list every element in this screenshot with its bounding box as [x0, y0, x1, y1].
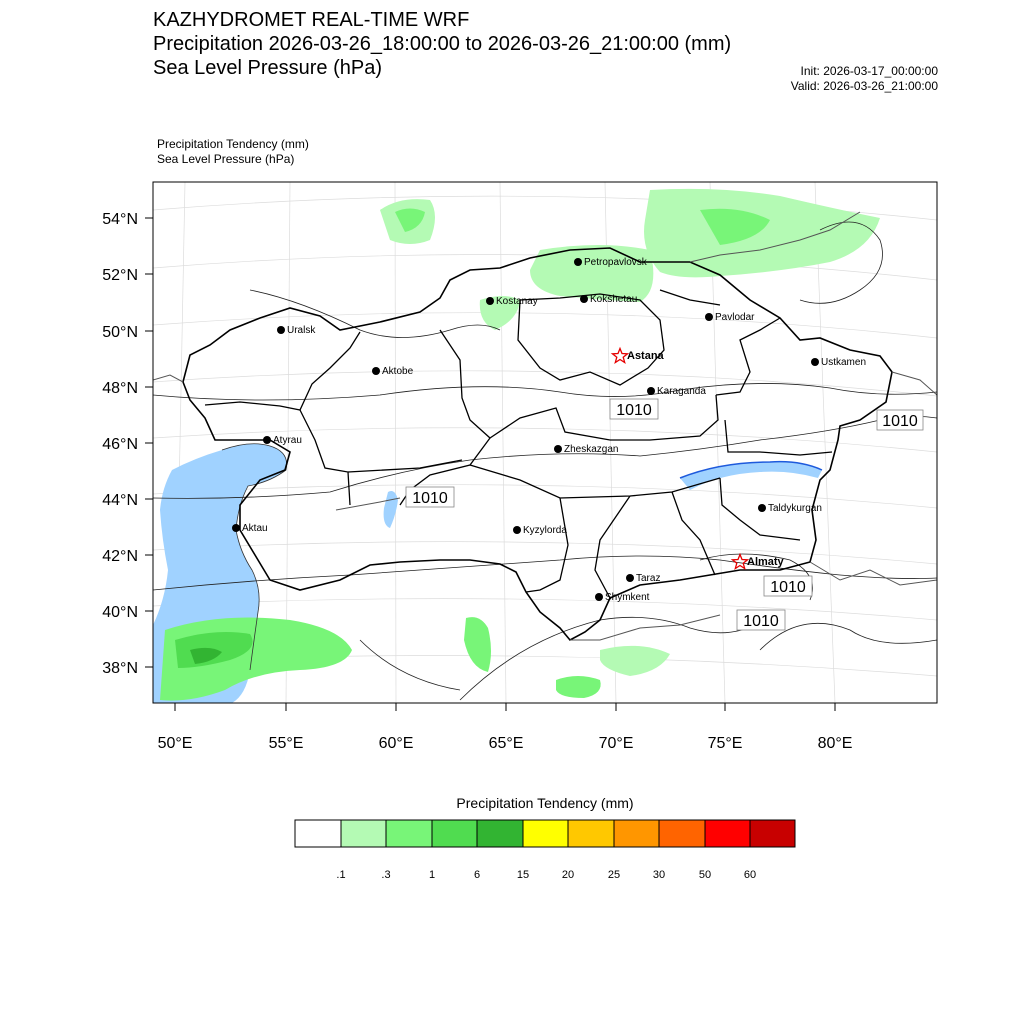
city-marker: [372, 367, 380, 375]
city-label: Atyrau: [273, 435, 302, 446]
city-label: Ustkamen: [821, 357, 867, 368]
colorbar-box: [341, 820, 386, 847]
city-marker: [232, 524, 240, 532]
colorbar-label: 50: [698, 869, 712, 881]
colorbar-box: [659, 820, 705, 847]
colorbar-label: 20: [561, 869, 575, 881]
colorbar-box: [295, 820, 341, 847]
city-marker: [758, 504, 766, 512]
lat-tick-label: 50°N: [102, 324, 138, 341]
colorbar-box: [614, 820, 659, 847]
isobar-label: 1010: [616, 402, 652, 419]
city-marker: [554, 445, 562, 453]
colorbar-label: 30: [652, 869, 666, 881]
city-label: Pavlodar: [715, 312, 755, 323]
isobar-label: 1010: [412, 490, 448, 507]
isobar-label: 1010: [770, 579, 806, 596]
lon-tick-label: 80°E: [817, 735, 853, 752]
city-label: Kokshetau: [590, 294, 638, 305]
isobar-label: 1010: [743, 613, 779, 630]
colorbar-box: [705, 820, 750, 847]
colorbar-box: [568, 820, 614, 847]
lat-tick-label: 44°N: [102, 492, 138, 509]
lon-axis: [158, 703, 853, 752]
city-label: Kostanay: [496, 296, 538, 307]
city-marker: [574, 258, 582, 266]
lat-axis: [102, 211, 153, 677]
city-label: Aktobe: [382, 366, 414, 377]
lon-tick-label: 75°E: [707, 735, 743, 752]
city-marker: [486, 297, 494, 305]
city-marker: [580, 295, 588, 303]
lat-tick-label: 46°N: [102, 436, 138, 453]
city-label: Shymkent: [605, 592, 650, 603]
city-label: Aktau: [242, 523, 268, 534]
field-label-precip: Precipitation Tendency (mm): [157, 137, 309, 151]
lon-tick-label: 60°E: [378, 735, 414, 752]
city-label: Zheskazgan: [564, 444, 619, 455]
slp-title: Sea Level Pressure (hPa): [153, 57, 383, 79]
colorbar: [295, 820, 795, 881]
field-label-slp: Sea Level Pressure (hPa): [157, 152, 295, 166]
city-marker: [263, 436, 271, 444]
colorbar-label: 1: [428, 869, 436, 881]
isobar-labels: [406, 399, 923, 630]
colorbar-box: [523, 820, 568, 847]
city-marker: [705, 313, 713, 321]
city-marker: [277, 326, 285, 334]
colorbar-label: 25: [607, 869, 621, 881]
colorbar-box: [432, 820, 477, 847]
colorbar-box: [477, 820, 523, 847]
lat-tick-label: 52°N: [102, 267, 138, 284]
lon-tick-label: 55°E: [268, 735, 304, 752]
colorbar-title: Precipitation Tendency (mm): [456, 795, 634, 811]
capital-star-icon: [613, 349, 628, 363]
city-label: Karaganda: [657, 386, 706, 397]
city-label: Taldykurgan: [768, 503, 822, 514]
isobar-label: 1010: [882, 413, 918, 430]
precip-period-title: Precipitation 2026-03-26_18:00:00 to 2026-03-26_21:00:00 (mm): [153, 33, 732, 55]
colorbar-label: .1: [336, 869, 346, 881]
chart-title: KAZHYDROMET REAL-TIME WRF: [153, 9, 470, 31]
lon-tick-label: 50°E: [157, 735, 193, 752]
lat-tick-label: 48°N: [102, 380, 138, 397]
colorbar-label: .3: [381, 869, 391, 881]
city-label-capital: Astana: [627, 350, 664, 362]
city-marker: [647, 387, 655, 395]
valid-time: Valid: 2026-03-26_21:00:00: [790, 79, 938, 93]
city-marker: [626, 574, 634, 582]
city-label-capital: Almaty: [747, 556, 784, 568]
city-marker: [513, 526, 521, 534]
colorbar-label: 60: [743, 869, 757, 881]
city-marker: [811, 358, 819, 366]
city-label: Kyzylorda: [523, 525, 567, 536]
lon-tick-label: 70°E: [598, 735, 634, 752]
colorbar-label: 15: [516, 869, 530, 881]
init-time: Init: 2026-03-17_00:00:00: [800, 64, 938, 78]
lon-tick-label: 65°E: [488, 735, 524, 752]
colorbar-label: 6: [473, 869, 481, 881]
colorbar-box: [386, 820, 432, 847]
capital-star-icon: [733, 555, 748, 569]
lat-tick-label: 38°N: [102, 660, 138, 677]
city-marker: [595, 593, 603, 601]
lat-tick-label: 54°N: [102, 211, 138, 228]
lat-tick-label: 40°N: [102, 604, 138, 621]
city-label: Taraz: [636, 573, 661, 584]
city-label: Uralsk: [287, 325, 316, 336]
city-label: Petropavlovsk: [584, 257, 647, 268]
balkhash-lake: [680, 462, 822, 490]
lat-tick-label: 42°N: [102, 548, 138, 565]
colorbar-box: [750, 820, 795, 847]
